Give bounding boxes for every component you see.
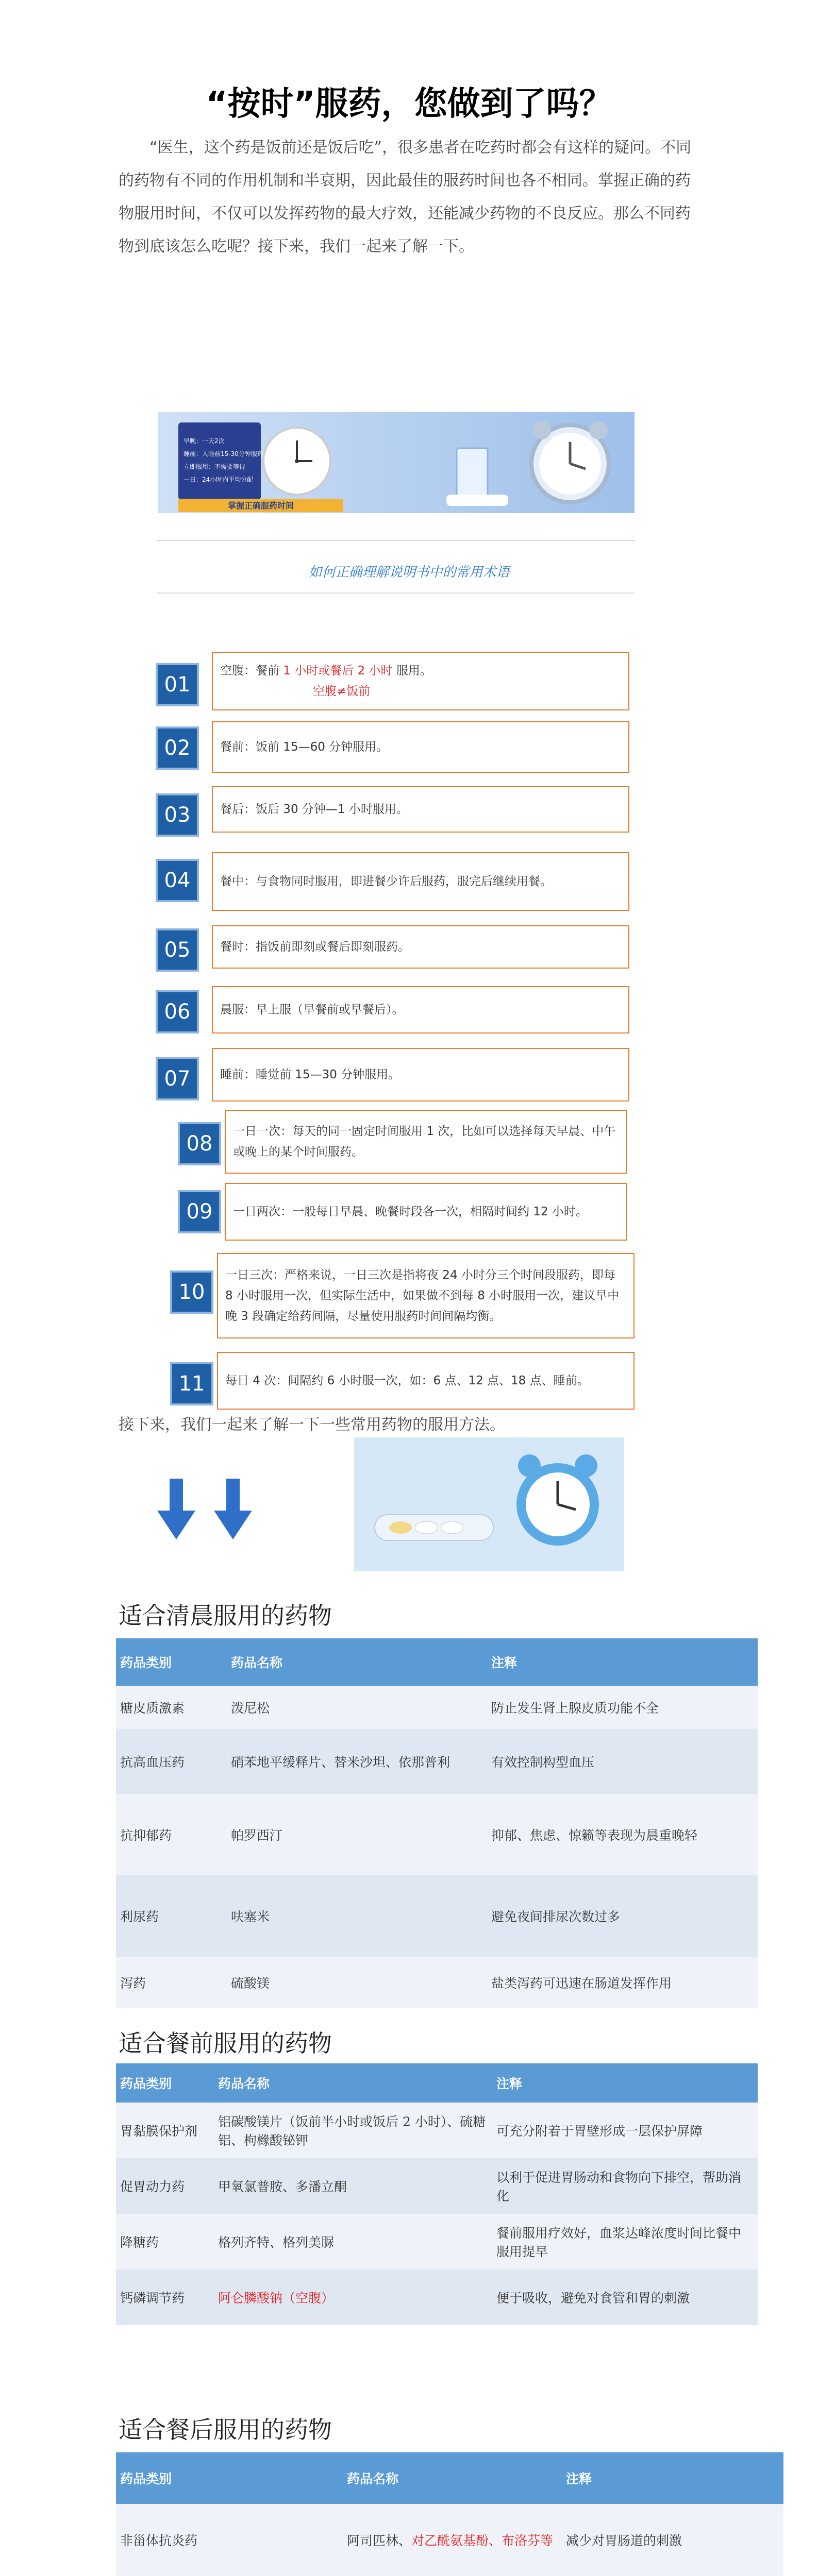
- col-header: 药品类别: [116, 2452, 343, 2504]
- terms-caption: 如何正确理解说明书中的常用术语: [308, 565, 510, 580]
- cell: 甲氧氯普胺、多潘立酮: [214, 2158, 492, 2214]
- term-text: 餐后：饭后 30 分钟—1 小时服用。: [220, 803, 408, 816]
- col-header: 药品类别: [116, 2063, 214, 2103]
- table-after-meal: [116, 2452, 783, 2576]
- term-text: 餐中：与食物同时服用，即进餐少许后服药，服完后继续用餐。: [220, 875, 552, 888]
- page-title: “按时”服药，您做到了吗？: [206, 85, 612, 123]
- cell: 帕罗西汀: [227, 1794, 487, 1875]
- term-number-badge: 07: [156, 1057, 199, 1100]
- col-header: 注释: [487, 1638, 758, 1686]
- cell: 以利于促进胃肠动和食物向下排空，帮助消化: [492, 2158, 758, 2214]
- term-number-badge: 11: [170, 1362, 213, 1405]
- cell: 格列齐特、格列美脲: [214, 2214, 492, 2269]
- cell: 阿仑膦酸钠（空腹）: [214, 2269, 492, 2325]
- cell: 可充分附着于胃壁形成一层保护屏障: [492, 2103, 758, 2158]
- term-box: [217, 1253, 635, 1338]
- term-number-badge: 10: [170, 1270, 213, 1314]
- cell: 降糖药: [116, 2214, 214, 2269]
- divider-bottom: [157, 592, 635, 594]
- term-number-badge: 05: [156, 928, 199, 972]
- board-title: 掌握正确服药时间: [227, 501, 294, 511]
- cell: 胃黏膜保护剂: [116, 2103, 214, 2158]
- term-text: 一日两次：一般每日早晨、晚餐时段各一次，相隔时间约 12 小时。: [233, 1205, 588, 1218]
- col-header: 药品名称: [214, 2063, 492, 2103]
- term-box: [212, 852, 629, 911]
- cell: 避免夜间排尿次数过多: [487, 1875, 758, 1957]
- cell: 钙磷调节药: [116, 2269, 214, 2325]
- cell: 便于吸收，避免对食管和胃的刺激: [492, 2269, 758, 2325]
- cell: 有效控制构型血压: [487, 1729, 758, 1794]
- col-header: 药品名称: [343, 2452, 562, 2504]
- col-header: 注释: [492, 2063, 758, 2103]
- term-text: 一日一次：每天的同一固定时间服用 1 次，比如可以选择每天早晨、中午或晚上的某个时间服药。: [233, 1125, 616, 1159]
- term-box: [212, 652, 629, 710]
- col-header: 注释: [562, 2452, 783, 2504]
- term-box: [225, 1110, 627, 1174]
- term-text: 睡前：睡觉前 15—30 分钟服用。: [220, 1068, 400, 1081]
- cell: 抑郁、焦虑、惊籁等表现为晨重晚轻: [487, 1794, 758, 1875]
- term-number-badge: 03: [156, 793, 199, 837]
- term-text: 空腹：餐前 1 小时或餐后 2 小时 服用。: [220, 664, 432, 677]
- term-text: 餐前：饭前 15—60 分钟服用。: [220, 740, 389, 754]
- arrow-down-icon: [157, 1479, 195, 1539]
- term-box: [212, 986, 629, 1033]
- term-number-badge: 01: [156, 663, 199, 706]
- intro-paragraph: “医生，这个药是饭前还是饭后吃”，很多患者在吃药时都会有这样的疑问。不同的药物有不同的作用机制和半衰期，因此最佳的服药时间也各不相同。掌握正确的药物服用时间，不仅可以发挥药物的最大疗效，还能减少药物的不良反应。那么不同药物到底该怎么吃呢？接下来，我们一起来了解一下。: [119, 139, 692, 256]
- highlight-text: 对乙酰氨基酚、布洛芬等: [411, 2533, 554, 2548]
- cell: 非甾体抗炎药: [116, 2504, 343, 2576]
- board-line-4: 一日：24小时内平均分配: [183, 476, 254, 483]
- term-number-badge: 09: [178, 1190, 221, 1233]
- cell: 抗抑郁药: [116, 1794, 227, 1875]
- cell: 硝苯地平缓释片、替米沙坦、依那普利: [227, 1729, 487, 1794]
- banner-image-medication-time: [158, 412, 635, 513]
- medication-clock-illustration: [158, 412, 635, 513]
- cell: 泼尼松: [227, 1686, 487, 1729]
- cell: 糖皮质激素: [116, 1686, 227, 1729]
- term-box: [217, 1352, 635, 1410]
- term-number-badge: 06: [156, 990, 199, 1033]
- section-title-before-meal: 适合餐前服用的药物: [119, 2029, 332, 2057]
- term-box: [212, 1048, 629, 1101]
- cell: 铝碳酸镁片（饭前半小时或饭后 2 小时）、硫糖铝、枸橼酸铋钾: [214, 2103, 492, 2158]
- term-box: [225, 1183, 627, 1241]
- cell: 防止发生肾上腺皮质功能不全: [487, 1686, 758, 1729]
- board-line-1: 早晚：一天2次: [183, 437, 225, 445]
- board-line-2: 睡前：入睡前15-30分钟服药: [183, 450, 263, 457]
- term-text: 每日 4 次：间隔约 6 小时服一次，如：6 点、12 点、18 点、睡前。: [225, 1374, 589, 1387]
- cell: 盐类泻药可迅速在肠道发挥作用: [487, 1957, 758, 2008]
- section-title-after-meal: 适合餐后服用的药物: [119, 2416, 332, 2444]
- col-header: 药品名称: [227, 1638, 487, 1686]
- cell: 硫酸镁: [227, 1957, 487, 2008]
- term-text: 餐时：指饭前即刻或餐后即刻服药。: [220, 940, 410, 954]
- board-line-3: 立即服用：不需要等待: [183, 463, 246, 470]
- col-header: 药品类别: [116, 1638, 227, 1686]
- arrow-down-icon: [214, 1479, 252, 1539]
- table-morning: [116, 1638, 758, 2008]
- term-number-badge: 02: [156, 726, 199, 770]
- cell: 减少对胃肠道的刺激: [562, 2504, 783, 2576]
- term-box: [212, 721, 629, 773]
- pills-clock-illustration: [354, 1437, 624, 1571]
- banner-image-pills-clock: [354, 1437, 624, 1571]
- term-text: 晨服：早上服（早餐前或早餐后）。: [220, 1003, 404, 1016]
- term-box: [212, 786, 629, 833]
- term-number-badge: 08: [178, 1122, 221, 1165]
- divider-top: [157, 540, 635, 541]
- section-title-morning: 适合清晨服用的药物: [119, 1602, 332, 1630]
- term-box: [212, 925, 629, 969]
- cell: 餐前服用疗效好，血浆达峰浓度时间比餐中服用提早: [492, 2214, 758, 2269]
- cell: 阿司匹林、对乙酰氨基酚、布洛芬等: [343, 2504, 562, 2576]
- cell: 泻药: [116, 1957, 227, 2008]
- cell: 呋塞米: [227, 1875, 487, 1957]
- table-before-meal: [116, 2063, 758, 2325]
- term-highlight: 1 小时或餐后 2 小时: [283, 664, 393, 677]
- cell: 利尿药: [116, 1875, 227, 1957]
- cell: 促胃动力药: [116, 2158, 214, 2214]
- term-note: 空腹≠饭前: [313, 685, 371, 698]
- next-intro-text: 接下来，我们一起来了解一下一些常用药物的服用方法。: [119, 1416, 505, 1434]
- term-number-badge: 04: [156, 859, 199, 902]
- cell: 抗高血压药: [116, 1729, 227, 1794]
- term-text: 一日三次：严格来说，一日三次是指将夜 24 小时分三个时间段服药，即每 8 小时服用一次，但实际生活中，如果做不到每 8 小时服用一次，建议早中晚 3 段确定给药间隔，尽量使用服药时间间隔均衡。: [225, 1268, 620, 1323]
